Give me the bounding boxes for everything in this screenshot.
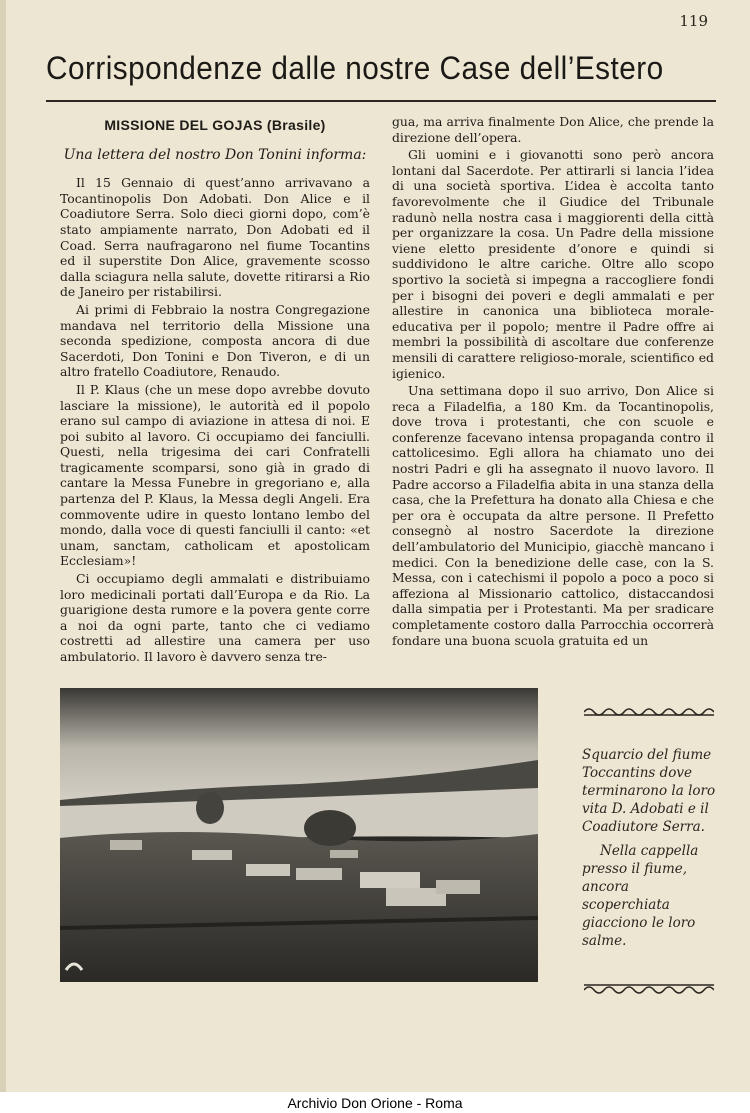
river-photo: [60, 688, 538, 982]
caption-line: Nella cappella presso il fiume, ancora scoperchiata giacciono le loro salme.: [582, 843, 699, 949]
article-left-column: [60, 114, 370, 667]
paragraph: Il P. Klaus (che un mese dopo avrebbe dovuto lasciare la missione), le autorità ed il popolo erano sul campo di aviazione in attesa di noi. E poi subito al lavoro. Ci occupiamo dei fanciulli. Questi, nella trigesima dei cari Confratelli tragicamente scomparsi, sono già in grado di cantare la Messa Funebre in gregoriano e, alla partenza del P. Klaus, la Messa degli Angeli. Era commovente udire in questo lontano lembo del mondo, dalla voce di questi fanciulli il canto: «et unam, sanctam, catholicam et apostolicam Ecclesiam»!: [60, 381, 370, 569]
decorative-wave-rule: [584, 702, 714, 718]
decorative-wave-rule: [584, 982, 714, 998]
mission-heading: MISSIONE DEL GOJAS (Brasile): [104, 117, 326, 133]
paragraph: Ai primi di Febbraio la nostra Congregazione mandava nel territorio della Missione una seconda spedizione, composta ancora di due Sacerdoti, Don Tonini e Don Tiveron, e di un altro fratello Coadiutore, Renaudo.: [60, 301, 370, 380]
title-rule: [46, 100, 716, 102]
archive-footer: Archivio Don Orione - Roma: [287, 1095, 463, 1111]
paragraph-continuation: gua, ma arriva finalmente Don Alice, che prende la direzione dell’opera.: [392, 114, 714, 145]
article-subtitle: Una lettera del nostro Don Tonini informa:: [63, 146, 367, 163]
article-right-column: [392, 114, 714, 650]
paragraph: Gli uomini e i giovanotti sono però ancora lontani dal Sacerdote. Per attirarli si lancia l’idea di una società sportiva. L’idea è accolta tanto favorevolmente che il Giudice del Tribunale radunò nella nostra casa i maggiorenti della città per organizzare la cosa. Un Padre della missione viene eletto presidente d’onore e quindi si suddividono le altre cariche. Oltre allo scopo sportivo la società si impegna a raccogliere fondi per i bisogni dei poveri e degli ammalati e per allestire in canonica una biblioteca morale-educativa per il popolo; mentre il Padre offre ai membri la possibilità di ascoltare due conferenze mensili di carattere religioso-morale, scientifico ed igienico.: [392, 147, 714, 381]
photo-caption: [582, 746, 716, 956]
paragraph: Ci occupiamo degli ammalati e distribuiamo loro medicinali portati dall’Europa e da Rio. La guarigione desta rumore e la povera gente corre a noi da ogni parte, tanto che ci vediamo costretti ad allestire una camera per uso ambulatorio. Il lavoro è davvero senza tre-: [60, 571, 370, 664]
section-title: Corrispondenze dalle nostre Case dell’Estero: [46, 50, 664, 86]
paragraph: Il 15 Gennaio di quest’anno arrivavano a Tocantinopolis Don Adobati. Don Alice e il Coadiutore Serra. Solo dieci giorni dopo, com’è stato ampiamente narrato, Don Adobati ed il Coad. Serra naufragarono nel fiume Tocantins ed il superstite Don Alice, gravemente scosso dalla sciagura nella salute, dovette ritirarsi a Rio de Janeiro per ristabilirsi.: [60, 175, 370, 300]
paragraph: Una settimana dopo il suo arrivo, Don Alice si reca a Filadelfia, a 180 Km. da Tocantinopolis, dove trova i protestanti, che con scuole e conferenze facevano intensa propaganda contro il cattolicesimo. Egli allora ha chiamato uno dei nostri Padri e gli ha assegnato il nuovo lavoro. Il Padre accorso a Filadelfia abita in una stanza della casa, che la Prefettura ha donato alla Chiesa e che per ora è occupata da altre persone. Il Prefetto consegnò al nostro Sacerdote la direzione dell’ambulatorio del Municipio, giacchè mancano i medici. Con la benedizione delle case, con la S. Messa, con i catechismi il popolo a poco a poco si affeziona al Missionario cattolico, distaccandosi dalla simpatia per i Protestanti. Ma per sradicare completamente costoro dalla Parrocchia occorrerà fondare una buona scuola gratuita ed un: [392, 383, 714, 648]
page-number: 119: [679, 12, 708, 30]
caption-line: Squarcio del fiume Toccantins dove terminarono la loro vita D. Adobati e il Coadiutore Serra.: [582, 747, 716, 835]
